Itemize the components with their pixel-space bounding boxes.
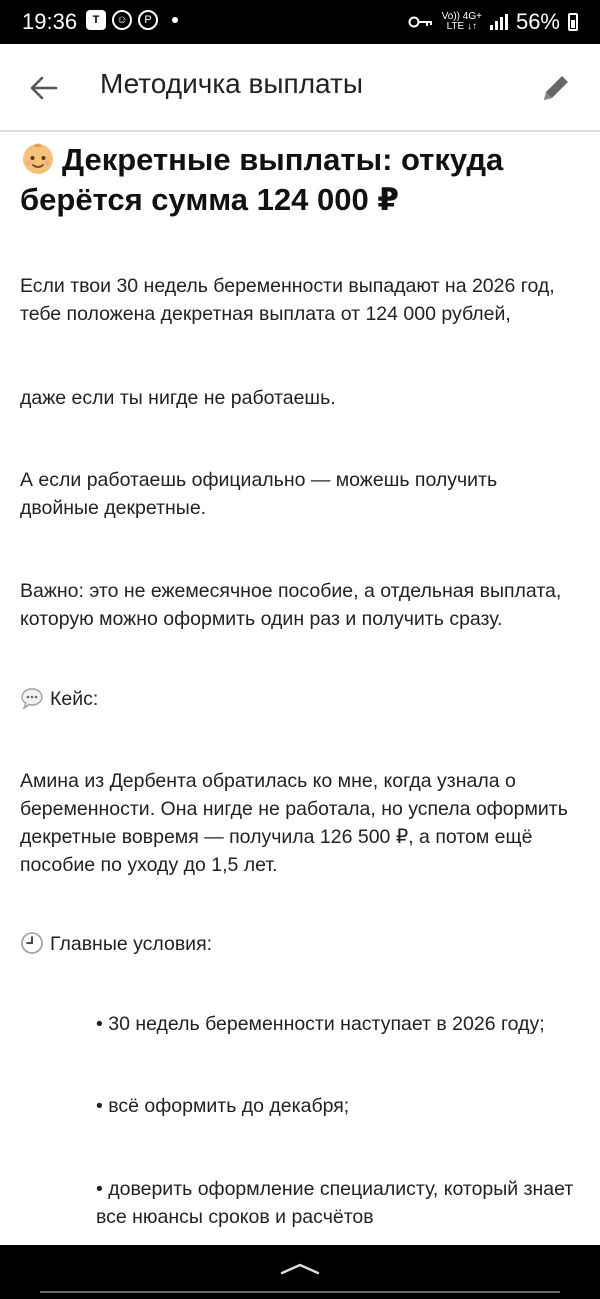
- network-bottom-text: LTE ↓↑: [446, 21, 477, 32]
- clock-icon: [20, 931, 44, 955]
- network-indicator: [442, 12, 482, 32]
- edit-button[interactable]: [534, 66, 578, 110]
- key-icon: [408, 15, 434, 29]
- pinterest-icon: P: [138, 10, 158, 30]
- condition-item-3: • доверить оформление специалисту, который знает все нюансы сроков и расчётов: [96, 1178, 574, 1228]
- paragraph-2: даже если ты нигде не работаешь.: [20, 387, 336, 409]
- accessibility-icon: ☺: [112, 10, 132, 30]
- article-headline: [20, 140, 580, 220]
- paragraph-5: Амина из Дербента обратилась ко мне, когда узнала о беременности. Она нигде не работала, но успела оформить декретные вовремя — получила 126 500 ₽, а потом ещё пособие по уходу до 1,5 лет.: [20, 770, 568, 876]
- status-bar: [0, 0, 600, 44]
- article-content: [20, 134, 580, 1231]
- speech-bubble-icon: [20, 686, 44, 710]
- pencil-icon: [534, 66, 578, 110]
- status-right: [408, 9, 578, 35]
- case-label: Кейс:: [50, 688, 99, 710]
- back-button[interactable]: [22, 66, 66, 110]
- paragraph-3: А если работаешь официально — можешь получить двойные декретные.: [20, 469, 498, 519]
- status-time: 19:36: [22, 9, 78, 34]
- app-bar: [0, 44, 600, 132]
- conditions-heading: [20, 930, 580, 958]
- arrow-left-icon: [22, 66, 66, 110]
- more-notifications-dot-icon: [172, 17, 178, 23]
- case-heading: [20, 685, 580, 713]
- shield-app-icon: T: [86, 10, 106, 30]
- chevron-up-icon: [210, 1259, 390, 1279]
- signal-icon: [490, 14, 508, 30]
- notification-icons: [86, 10, 178, 30]
- paragraph-1: Если твои 30 недель беременности выпадают на 2026 год, тебе положена декретная выплата от 124 000 рублей,: [20, 275, 555, 325]
- page-title: Методичка выплаты: [100, 68, 363, 99]
- system-nav-bar: [0, 1245, 600, 1299]
- condition-item-1: • 30 недель беременности наступает в 2026 году;: [96, 1013, 545, 1035]
- battery-icon: [568, 13, 578, 31]
- baby-emoji-icon: [20, 140, 56, 176]
- conditions-label: Главные условия:: [50, 933, 213, 955]
- nav-divider: [40, 1291, 560, 1293]
- network-top-text: Vo)) 4G+: [441, 11, 482, 22]
- battery-percent: 56%: [515, 9, 560, 34]
- paragraph-4: Важно: это не ежемесячное пособие, а отдельная выплата, которую можно оформить один раз и получить сразу.: [20, 580, 562, 630]
- condition-item-2: • всё оформить до декабря;: [96, 1095, 350, 1117]
- home-gesture-handle[interactable]: [210, 1259, 390, 1285]
- headline-text: Декретные выплаты: откуда берётся сумма 124 000 ₽: [20, 142, 504, 217]
